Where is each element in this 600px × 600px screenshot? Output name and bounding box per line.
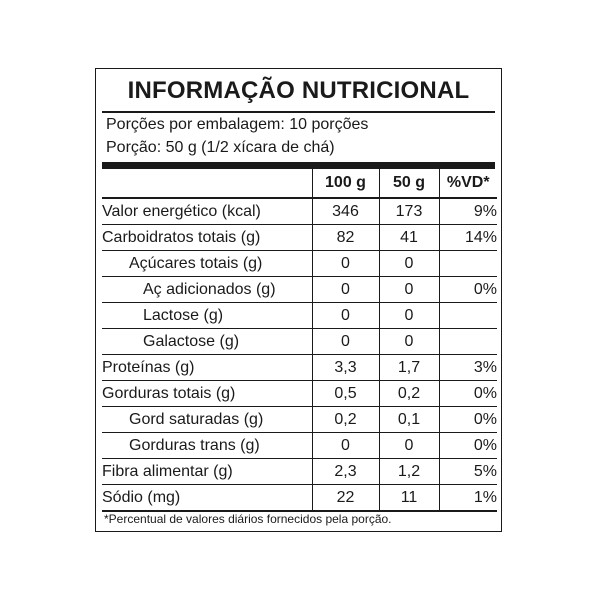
- value-per-50g: 11: [379, 485, 439, 512]
- table-row: [102, 485, 497, 512]
- value-per-50g: 0: [379, 329, 439, 355]
- thick-divider: [102, 162, 495, 169]
- nutrient-name: Açúcares totais (g): [102, 251, 312, 277]
- value-per-100g: 0: [312, 433, 379, 459]
- daily-value-percent: 0%: [439, 433, 497, 459]
- nutrient-name: Gord saturadas (g): [102, 407, 312, 433]
- nutrient-name: Carboidratos totais (g): [102, 225, 312, 251]
- footnote: *Percentual de valores diários fornecidos pela porção.: [104, 512, 392, 526]
- value-per-100g: 0: [312, 251, 379, 277]
- value-per-50g: 0: [379, 251, 439, 277]
- table-row: [102, 433, 497, 459]
- value-per-50g: 1,7: [379, 355, 439, 381]
- daily-value-percent: [439, 251, 497, 277]
- table-row: [102, 355, 497, 381]
- value-per-100g: 3,3: [312, 355, 379, 381]
- value-per-100g: 0: [312, 303, 379, 329]
- nutrient-name: Lactose (g): [102, 303, 312, 329]
- table-row: [102, 251, 497, 277]
- table-row: [102, 407, 497, 433]
- header-blank-cell: [102, 169, 312, 198]
- table-header-row: [102, 169, 497, 198]
- value-per-100g: 0,2: [312, 407, 379, 433]
- nutrient-name: Proteínas (g): [102, 355, 312, 381]
- table-row: [102, 198, 497, 225]
- table-row: [102, 381, 497, 407]
- table-row: [102, 459, 497, 485]
- nutrition-facts-label: [95, 68, 502, 532]
- nutrient-name: Valor energético (kcal): [102, 198, 312, 225]
- daily-value-percent: 3%: [439, 355, 497, 381]
- nutrient-name: Fibra alimentar (g): [102, 459, 312, 485]
- value-per-100g: 346: [312, 198, 379, 225]
- value-per-100g: 22: [312, 485, 379, 512]
- value-per-50g: 0,1: [379, 407, 439, 433]
- daily-value-percent: 0%: [439, 407, 497, 433]
- nutrient-name: Aç adicionados (g): [102, 277, 312, 303]
- value-per-50g: 173: [379, 198, 439, 225]
- column-header-50g: 50 g: [379, 169, 439, 198]
- daily-value-percent: 0%: [439, 381, 497, 407]
- value-per-100g: 82: [312, 225, 379, 251]
- table-row: [102, 303, 497, 329]
- serving-size: Porção: 50 g (1/2 xícara de chá): [106, 139, 335, 156]
- value-per-50g: 1,2: [379, 459, 439, 485]
- daily-value-percent: 0%: [439, 277, 497, 303]
- nutrient-name: Gorduras trans (g): [102, 433, 312, 459]
- daily-value-percent: [439, 329, 497, 355]
- table-row: [102, 225, 497, 251]
- value-per-100g: 0: [312, 329, 379, 355]
- nutrient-name: Gorduras totais (g): [102, 381, 312, 407]
- value-per-50g: 0: [379, 303, 439, 329]
- daily-value-percent: 1%: [439, 485, 497, 512]
- value-per-100g: 2,3: [312, 459, 379, 485]
- label-title: INFORMAÇÃO NUTRICIONAL: [127, 77, 470, 104]
- daily-value-percent: 14%: [439, 225, 497, 251]
- value-per-100g: 0: [312, 277, 379, 303]
- table-row: [102, 277, 497, 303]
- daily-value-percent: 5%: [439, 459, 497, 485]
- value-per-50g: 0,2: [379, 381, 439, 407]
- daily-value-percent: 9%: [439, 198, 497, 225]
- table-row: [102, 329, 497, 355]
- servings-per-package: Porções por embalagem: 10 porções: [106, 116, 369, 133]
- value-per-50g: 0: [379, 433, 439, 459]
- value-per-50g: 41: [379, 225, 439, 251]
- nutrient-name: Galactose (g): [102, 329, 312, 355]
- value-per-50g: 0: [379, 277, 439, 303]
- daily-value-percent: [439, 303, 497, 329]
- column-header-100g: 100 g: [312, 169, 379, 198]
- column-header-daily-value: %VD*: [439, 169, 497, 198]
- nutrient-name: Sódio (mg): [102, 485, 312, 512]
- value-per-100g: 0,5: [312, 381, 379, 407]
- title-divider: [102, 111, 495, 113]
- nutrition-table: [102, 169, 497, 512]
